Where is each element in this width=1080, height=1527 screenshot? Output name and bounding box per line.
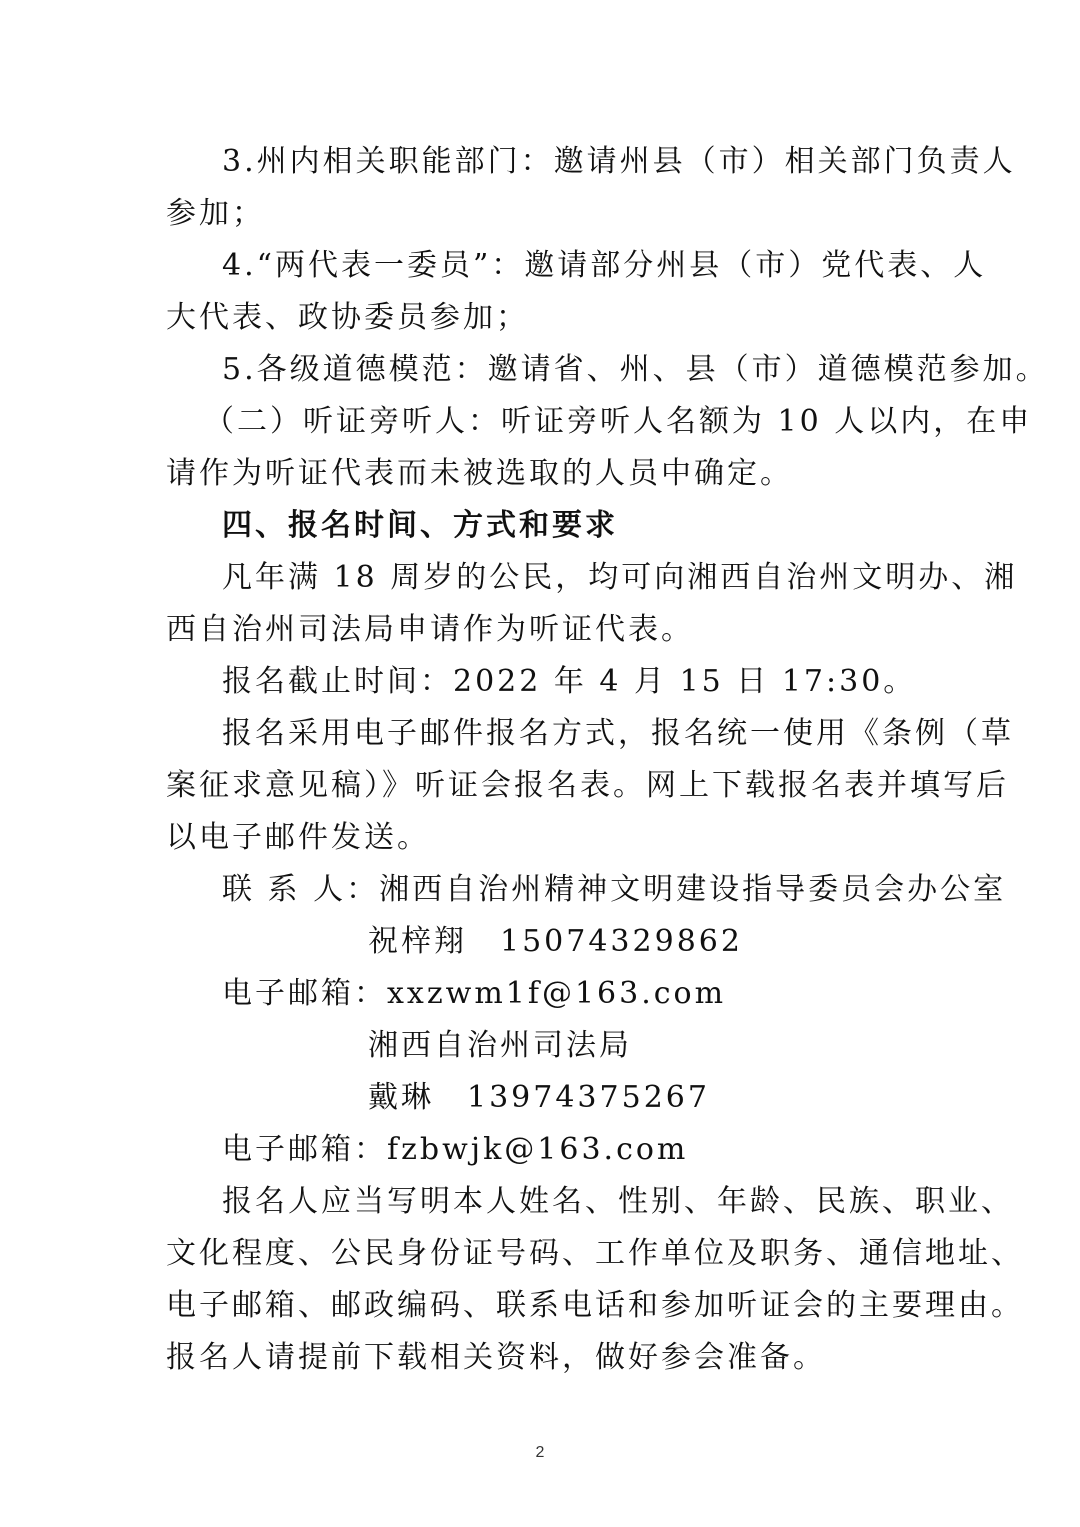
paragraph-line: 以电子邮件发送。 xyxy=(166,820,430,855)
contact-person-phone: 祝梓翔 15074329862 xyxy=(368,924,743,959)
paragraph-line: 凡年满 18 周岁的公民，均可向湘西自治州文明办、湘 xyxy=(222,560,1018,595)
contact-person-phone: 戴琳 13974375267 xyxy=(368,1080,710,1115)
paragraph-line: 报名人请提前下载相关资料，做好参会准备。 xyxy=(166,1340,826,1375)
page-number: 2 xyxy=(535,1444,545,1461)
email-line: 电子邮箱：xxzwm1f@163.com xyxy=(222,976,727,1011)
paragraph-line: 5.各级道德模范：邀请省、州、县（市）道德模范参加。 xyxy=(222,352,1049,387)
contact-line: 联 系 人：湘西自治州精神文明建设指导委员会办公室 xyxy=(222,872,1007,907)
email-line: 电子邮箱：fzbwjk@163.com xyxy=(222,1132,689,1167)
deadline-line: 报名截止时间：2022 年 4 月 15 日 17:30。 xyxy=(222,664,917,699)
paragraph-line: （二）听证旁听人：听证旁听人名额为 10 人以内，在申 xyxy=(204,404,1033,439)
paragraph-line: 电子邮箱、邮政编码、联系电话和参加听证会的主要理由。 xyxy=(166,1288,1024,1323)
paragraph-line: 报名采用电子邮件报名方式，报名统一使用《条例（草 xyxy=(222,716,1014,751)
paragraph-line: 西自治州司法局申请作为听证代表。 xyxy=(166,612,694,647)
paragraph-line: 4.“两代表一委员”：邀请部分州县（市）党代表、人 xyxy=(222,248,987,283)
section-heading: 四、报名时间、方式和要求 xyxy=(222,508,618,543)
paragraph-line: 报名人应当写明本人姓名、性别、年龄、民族、职业、 xyxy=(222,1184,1014,1219)
contact-organization: 湘西自治州司法局 xyxy=(368,1028,632,1063)
paragraph-line: 参加； xyxy=(166,196,265,231)
paragraph-line: 大代表、政协委员参加； xyxy=(166,300,529,335)
paragraph-line: 3.州内相关职能部门：邀请州县（市）相关部门负责人 xyxy=(222,144,1016,179)
paragraph-line: 请作为听证代表而未被选取的人员中确定。 xyxy=(166,456,793,491)
paragraph-line: 文化程度、公民身份证号码、工作单位及职务、通信地址、 xyxy=(166,1236,1024,1271)
paragraph-line: 案征求意见稿）》听证会报名表。网上下载报名表并填写后 xyxy=(166,768,1009,803)
